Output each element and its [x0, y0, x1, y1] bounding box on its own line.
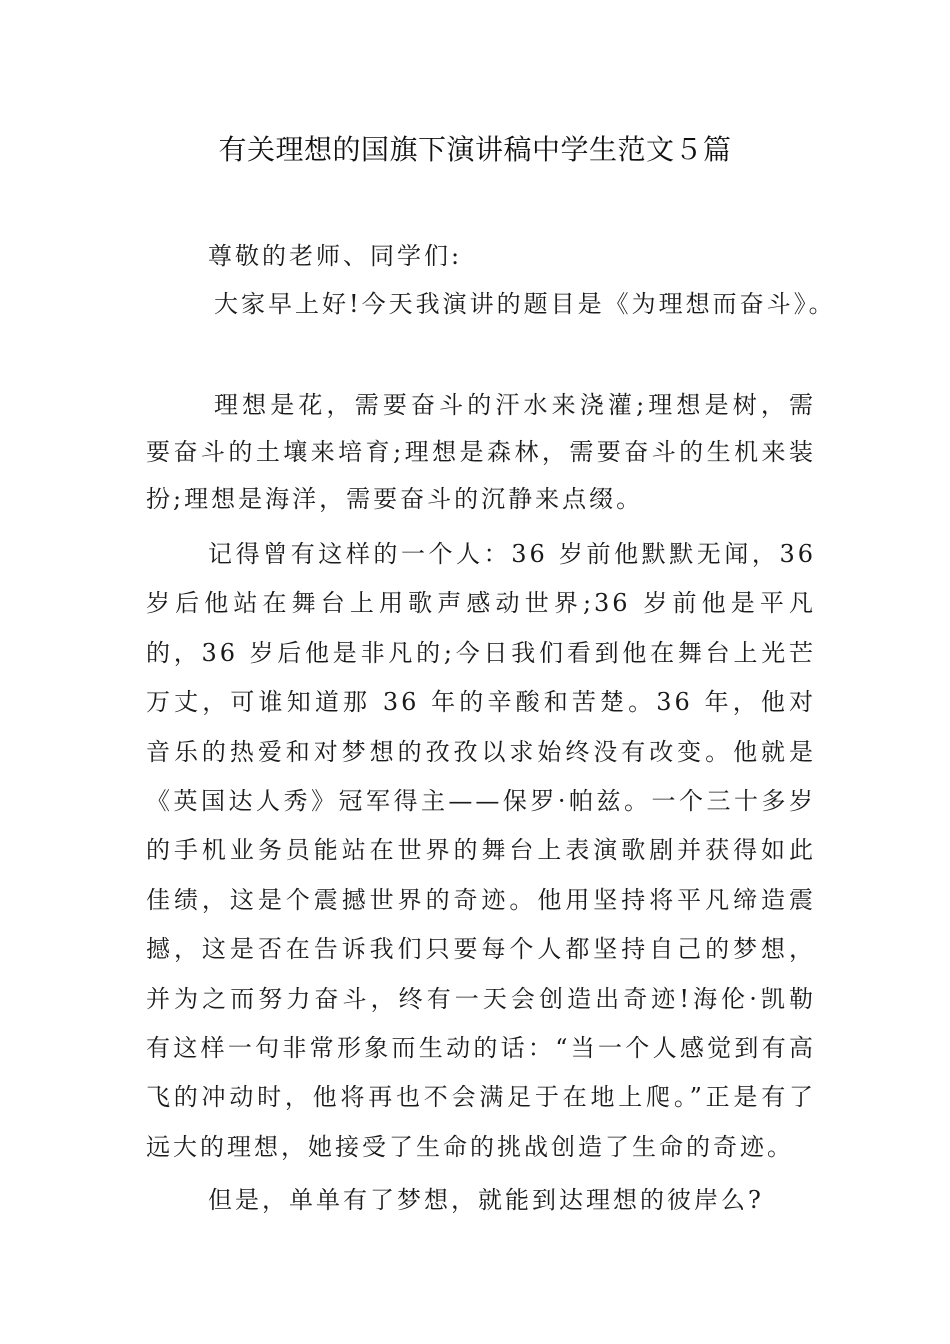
salutation: 尊敬的老师、同学们:: [208, 242, 463, 270]
paragraph-question: 但是，单单有了梦想，就能到达理想的彼岸么?: [208, 1186, 764, 1214]
greeting-line: 大家早上好!今天我演讲的题目是《为理想而奋斗》。: [214, 290, 836, 318]
paragraph-ideal-metaphor: 理想是花，需要奋斗的汗水来浇灌;理想是树，需要奋斗的土壤来培育;理想是森林，需要奋斗的生机来装扮;理想是海洋，需要奋斗的沉静来点缀。: [146, 391, 816, 513]
document-title: 有关理想的国旗下演讲稿中学生范文５篇: [218, 133, 732, 166]
paragraph-paul-potts-story: 记得曾有这样的一个人：36 岁前他默默无闻，36 岁后他站在舞台上用歌声感动世界;36 岁前他是平凡的，36 岁后他是非凡的;今日我们看到他在舞台上光芒万丈，可谁知道那 36 年的辛酸和苦楚。36 年，他对音乐的热爱和对梦想的孜孜以求始终没有改变。他就是《英国达人秀》冠军得主——保罗·帕兹。一个三十多岁的手机业务员能站在世界的舞台上表演歌剧并获得如此佳绩，这是个震撼世界的奇迹。他用坚持将平凡缔造震撼，这是否在告诉我们只要每个人都坚持自己的梦想，并为之而努力奋斗，终有一天会创造出奇迹!海伦·凯勒有这样一句非常形象而生动的话：“当一个人感觉到有高飞的冲动时，他将再也不会满足于在地上爬。”正是有了远大的理想，她接受了生命的挑战创造了生命的奇迹。: [146, 540, 816, 1161]
